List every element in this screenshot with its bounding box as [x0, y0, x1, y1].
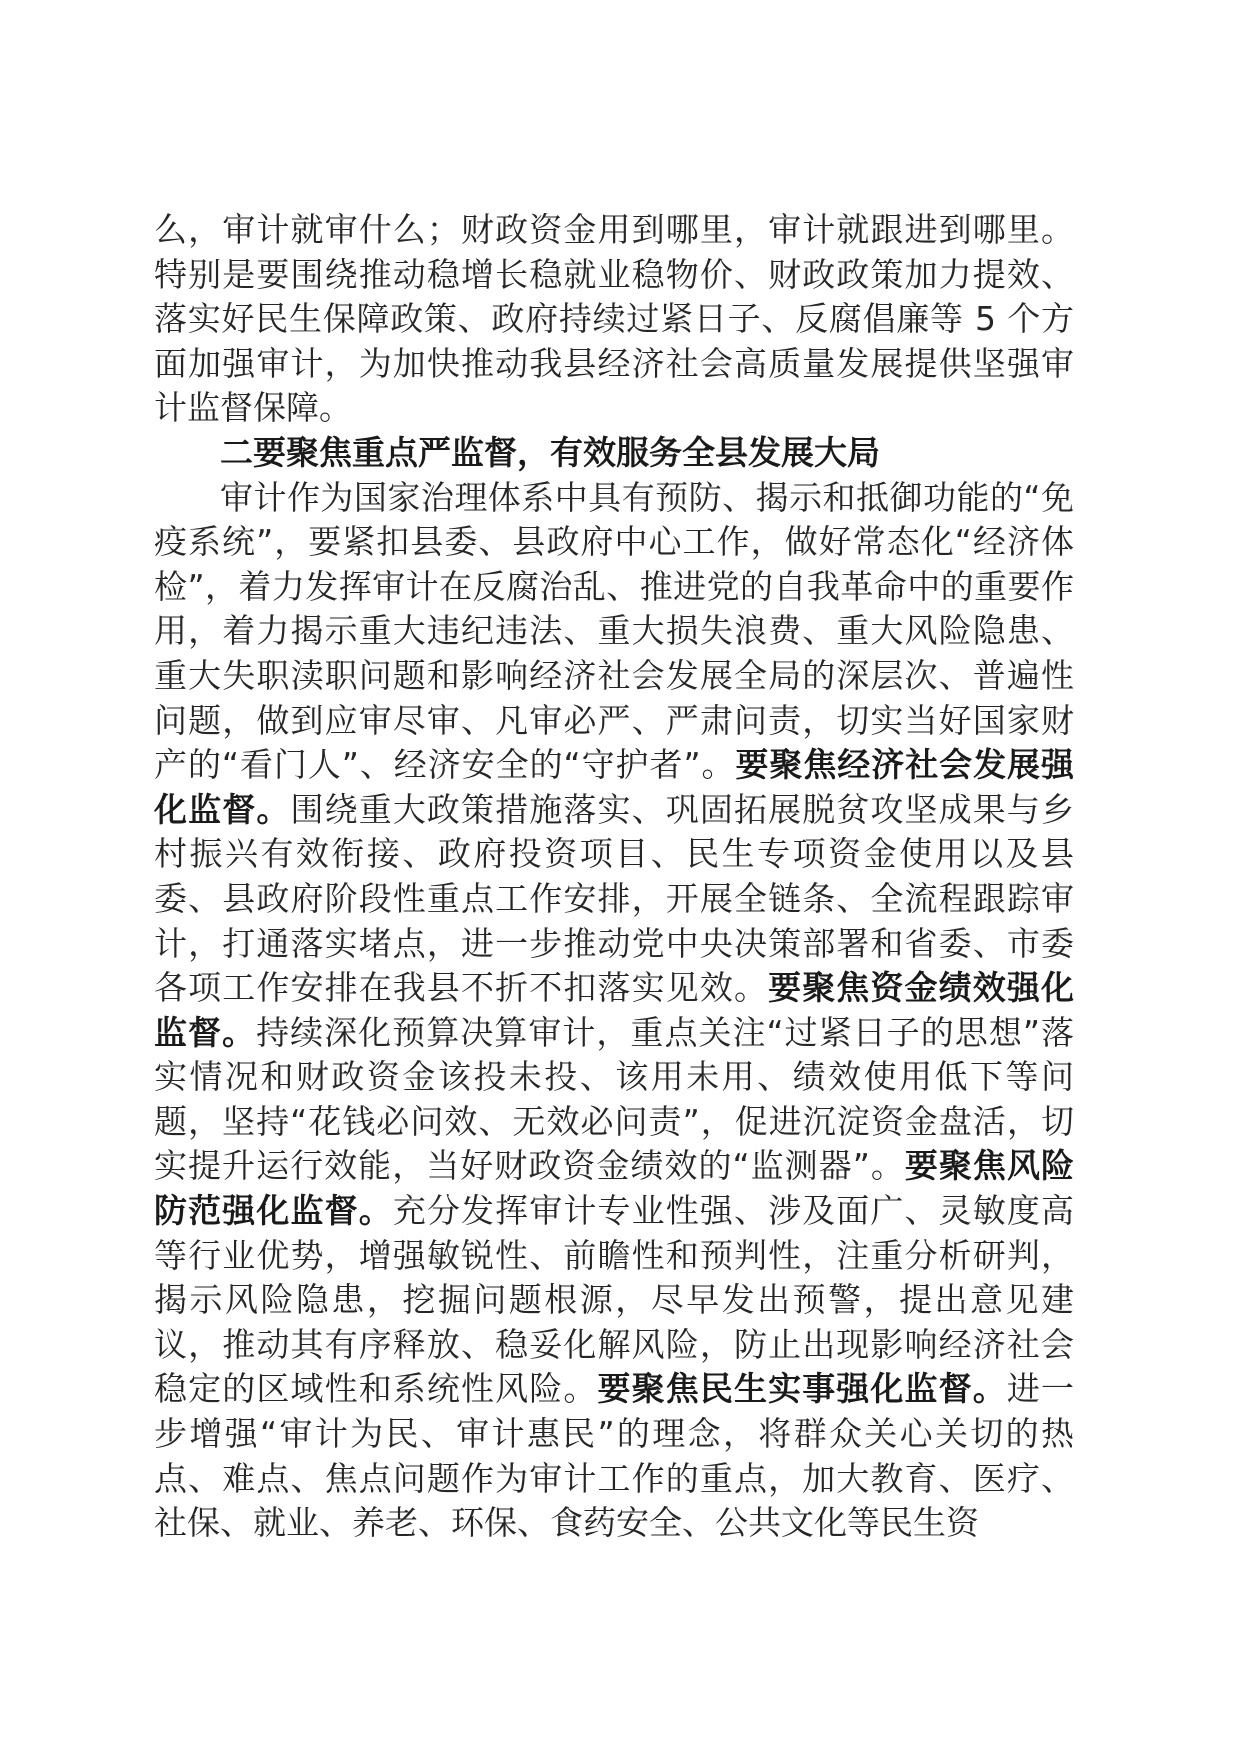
continuation-paragraph: 么，审计就审什么；财政资金用到哪里，审计就跟进到哪里。特别是要围绕推动稳增长稳就业稳物价、财政政策加力提效、落实好民生保障政策、政府持续过紧日子、反腐倡廉等 5 个方面加强审计，为加快推动我县经济社会高质量发展提供坚强审计监督保障。: [154, 210, 1074, 428]
section-heading: 二要聚焦重点严监督，有效服务全县发展大局: [220, 432, 880, 472]
body-paragraph: [154, 476, 1074, 1546]
document-body: [154, 208, 1074, 1546]
bold-lead-funds: 要聚焦资金绩效强化监督。: [154, 968, 1075, 1052]
body-text-funds: 持续深化预算决算审计，重点关注“过紧日子的思想”落实情况和财政资金该投未投、该用未用、绩效使用低下等问题，坚持“花钱必问效、无效必问责”，促进沉淀资金盘活，切实提升运行效能，当好财政资金绩效的“监测器”。: [154, 1012, 1074, 1186]
bold-lead-economy: 要聚焦经济社会发展强化监督。: [154, 745, 1075, 829]
body-text-livelihood: 进一步增强“审计为民、审计惠民”的理念，将群众关心关切的热点、难点、焦点问题作为审计工作的重点，加大教育、医疗、社保、就业、养老、环保、食药安全、公共文化等民生资: [154, 1369, 1075, 1543]
body-text-risk: 充分发挥审计专业性强、涉及面广、灵敏度高等行业优势，增强敏锐性、前瞻性和预判性，注重分析研判，揭示风险隐患，挖掘问题根源，尽早发出预警，提出意见建议，推动其有序释放、稳妥化解风险，防止出现影响经济社会稳定的区域性和系统性风险。: [154, 1191, 1075, 1409]
body-intro-text: 审计作为国家治理体系中具有预防、揭示和抵御功能的“免疫系统”，要紧扣县委、县政府中心工作，做好常态化“经济体检”，着力发挥审计在反腐治乱、推进党的自我革命中的重要作用，着力揭示重大违纪违法、重大损失浪费、重大风险隐患、重大失职渎职问题和影响经济社会发展全局的深层次、普遍性问题，做到应审尽审、凡审必严、严肃问责，切实当好国家财产的“看门人”、经济安全的“守护者”。: [154, 477, 1074, 785]
bold-lead-risk: 要聚焦风险防范强化监督。: [154, 1146, 1074, 1231]
bold-lead-livelihood: 要聚焦民生实事强化监督。: [597, 1369, 1007, 1409]
body-text-economy: 围绕重大政策措施落实、巩固拓展脱贫攻坚成果与乡村振兴有效衔接、政府投资项目、民生专项资金使用以及县委、县政府阶段性重点工作安排，开展全链条、全流程跟踪审计，打通落实堵点，进一步推动党中央决策部署和省委、市委各项工作安排在我县不折不扣落实见效。: [154, 789, 1075, 1008]
